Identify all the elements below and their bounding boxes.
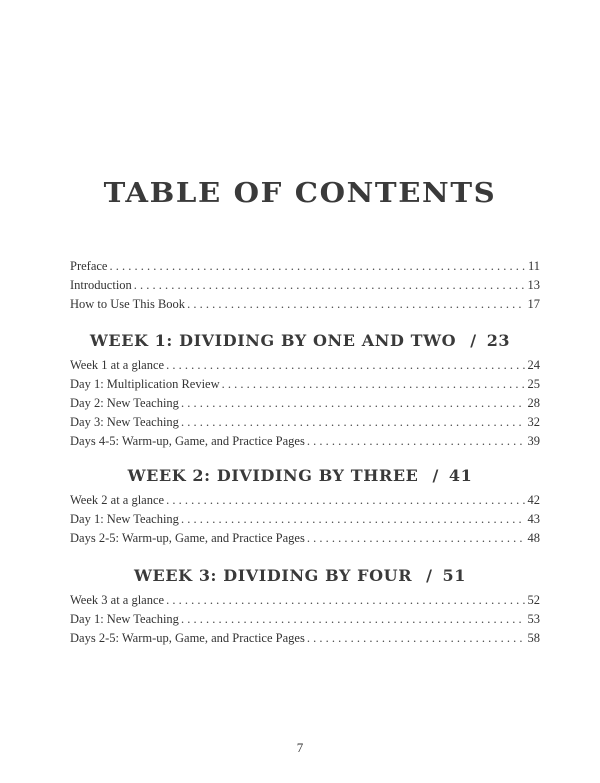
- toc-entry-label: Week 1 at a glance: [70, 358, 165, 372]
- section-heading-page: 51: [442, 566, 467, 585]
- toc-entry-label: Days 4-5: Warm-up, Game, and Practice Pages: [70, 434, 305, 448]
- week-1-entries: [70, 356, 540, 451]
- toc-leader-dots: [166, 591, 524, 610]
- toc-entry-label: Week 2 at a glance: [70, 493, 165, 507]
- section-heading-text: WEEK 1: DIVIDING BY ONE AND TWO: [89, 331, 457, 350]
- toc-entry-label: Day 1: Multiplication Review: [70, 377, 220, 391]
- week-2-entries: [70, 491, 540, 548]
- toc-entry: [70, 510, 540, 529]
- toc-entry-page: 58: [527, 631, 540, 645]
- toc-entry-label: How to Use This Book: [70, 297, 186, 311]
- toc-entry-page: 13: [527, 278, 540, 292]
- toc-leader-dots: [307, 432, 525, 451]
- toc-entry: [70, 432, 540, 451]
- section-heading-week-1: [0, 331, 600, 350]
- toc-entry-page: 53: [527, 612, 540, 626]
- toc-leader-dots: [109, 257, 524, 276]
- toc-entry-page: 25: [527, 377, 540, 391]
- toc-entry-page: 42: [527, 493, 540, 507]
- toc-entry-page: 39: [527, 434, 540, 448]
- toc-leader-dots: [181, 610, 525, 629]
- toc-entry-page: 48: [527, 531, 540, 545]
- section-heading-week-3: [0, 566, 600, 585]
- toc-entry: [70, 394, 540, 413]
- toc-leader-dots: [187, 295, 524, 314]
- toc-entry-page: 52: [527, 593, 540, 607]
- toc-leader-dots: [307, 529, 525, 548]
- toc-entry-label: Day 1: New Teaching: [70, 512, 179, 526]
- toc-entry-page: 24: [527, 358, 540, 372]
- toc-entry: [70, 491, 540, 510]
- toc-leader-dots: [181, 510, 525, 529]
- toc-entry-page: 11: [527, 259, 540, 273]
- toc-entry: [70, 591, 540, 610]
- front-matter-list: [70, 257, 540, 314]
- toc-leader-dots: [134, 276, 525, 295]
- toc-entry: [70, 356, 540, 375]
- section-heading-page: 41: [448, 466, 473, 485]
- toc-entry: [70, 295, 540, 314]
- section-heading-separator: /: [426, 566, 433, 585]
- toc-entry-label: Introduction: [70, 278, 132, 292]
- toc-entry: [70, 413, 540, 432]
- page-title: TABLE OF CONTENTS: [103, 178, 497, 209]
- toc-leader-dots: [307, 629, 525, 648]
- page-number: 7: [296, 740, 304, 755]
- toc-entry-page: 28: [527, 396, 540, 410]
- toc-entry: [70, 529, 540, 548]
- toc-leader-dots: [181, 413, 525, 432]
- toc-entry-label: Days 2-5: Warm-up, Game, and Practice Pages: [70, 531, 305, 545]
- toc-entry-page: 32: [527, 415, 540, 429]
- section-heading-text: WEEK 3: DIVIDING BY FOUR: [133, 566, 413, 585]
- toc-leader-dots: [166, 356, 524, 375]
- toc-entry-label: Day 2: New Teaching: [70, 396, 179, 410]
- section-heading-page: 23: [486, 331, 511, 350]
- toc-entry-label: Week 3 at a glance: [70, 593, 165, 607]
- toc-entry-label: Preface: [70, 259, 108, 273]
- toc-entry: [70, 375, 540, 394]
- section-heading-week-2: [0, 466, 600, 485]
- toc-entry-page: 17: [527, 297, 540, 311]
- section-heading-separator: /: [470, 331, 477, 350]
- toc-entry: [70, 257, 540, 276]
- toc-entry-label: Days 2-5: Warm-up, Game, and Practice Pages: [70, 631, 305, 645]
- section-heading-text: WEEK 2: DIVIDING BY THREE: [127, 466, 419, 485]
- toc-entry: [70, 629, 540, 648]
- toc-entry: [70, 276, 540, 295]
- week-3-entries: [70, 591, 540, 648]
- toc-entry-page: 43: [527, 512, 540, 526]
- toc-leader-dots: [166, 491, 524, 510]
- section-heading-separator: /: [432, 466, 439, 485]
- toc-entry-label: Day 1: New Teaching: [70, 612, 179, 626]
- toc-entry-label: Day 3: New Teaching: [70, 415, 179, 429]
- toc-entry: [70, 610, 540, 629]
- toc-leader-dots: [222, 375, 525, 394]
- toc-leader-dots: [181, 394, 525, 413]
